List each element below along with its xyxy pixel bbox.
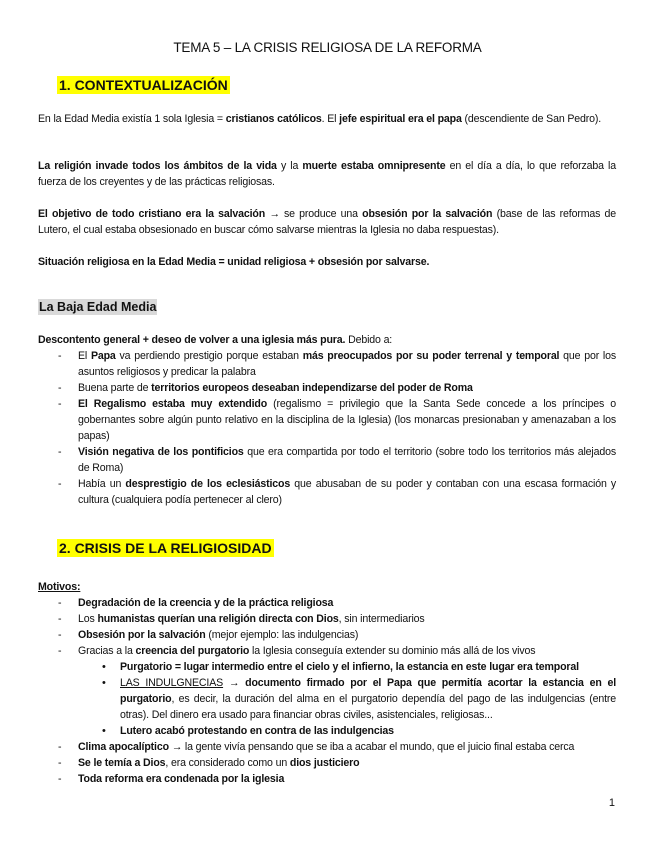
section-heading-2	[57, 540, 274, 556]
section-heading-1-text: 1. CONTEXTUALIZACIÓN	[59, 77, 228, 93]
list-item: - Buena parte de territorios europeos deseaban independizarse del poder de Roma	[38, 380, 616, 396]
list-item: - Toda reforma era condenada por la iglesia	[38, 771, 616, 787]
page-title: TEMA 5 – LA CRISIS RELIGIOSA DE LA REFORMA	[173, 40, 482, 55]
list-item: - Gracias a la creencia del purgatorio la Iglesia conseguía extender su dominio más allá de los vivos • Purgatorio = lugar intermedio entre el cielo y el infierno, la estancia en este lugar era temporal • LAS INDULGNECIAS → documento firmado por el Papa que permitía acortar la estancia en el purgatorio, es decir, la duración del alma en el purgatorio dependía del pago de las indulgencias (entre otras). Del dinero era usado para financiar obras civiles, asistenciales, religiosas... • Lutero acabó protestando en contra de las indulgencias	[38, 643, 616, 739]
sublist-item: • Purgatorio = lugar intermedio entre el cielo y el infierno, la estancia en este lugar era temporal	[78, 659, 616, 675]
list-item: - Había un desprestigio de los eclesiásticos que abusaban de su poder y contaban con una escasa formación y cultura (cualquiera podía pertenecer al clero)	[38, 476, 616, 508]
list-item: - Degradación de la creencia y de la práctica religiosa	[38, 595, 616, 611]
section-heading-1	[57, 77, 230, 93]
paragraph-4: Situación religiosa en la Edad Media = unidad religiosa + obsesión por salvarse.	[38, 256, 430, 268]
list-item: - Visión negativa de los pontificios que era compartida por todo el territorio (sobre todo los territorios más alejados de Roma)	[38, 444, 616, 476]
list-item: - Los humanistas querían una religión directa con Dios, sin intermediarios	[38, 611, 616, 627]
paragraph-5: Descontento general + deseo de volver a una iglesia más pura. Debido a:	[38, 334, 393, 346]
sublist-item: • LAS INDULGNECIAS → documento firmado por el Papa que permitía acortar la estancia en el purgatorio, es decir, la duración del alma en el purgatorio dependía del pago de las indulgencias (entre otras). Del dinero era usado para financiar obras civiles, asistenciales, religiosas...	[78, 675, 616, 723]
motivos-list	[38, 595, 616, 787]
subheading-baja-edad-media: La Baja Edad Media	[39, 300, 157, 314]
list-item: - Se le temía a Dios, era considerado como un dios justiciero	[38, 755, 616, 771]
list-item: - Obsesión por la salvación (mejor ejemplo: las indulgencias)	[38, 627, 616, 643]
list-item: - El Papa va perdiendo prestigio porque estaban más preocupados por su poder terrenal y temporal que por los asuntos religiosos y predicar la palabra	[38, 348, 616, 380]
sublist-item: • Lutero acabó protestando en contra de las indulgencias	[78, 723, 616, 739]
purgatorio-sublist	[78, 659, 616, 739]
causes-list	[38, 348, 616, 508]
motivos-label: Motivos:	[38, 581, 81, 593]
paragraph-3: El objetivo de todo cristiano era la salvación → se produce una obsesión por la salvación (base de las reformas de Lutero, el cual estaba obsesionado en buscar cómo salvarse mientras la Iglesia no daba respuestas).	[38, 208, 617, 236]
list-item: - El Regalismo estaba muy extendido (regalismo = privilegio que la Santa Sede concede a los príncipes o gobernantes sobre algún punto relativo en la disciplina de la Iglesia) (los monarcas presionaban y amenazaban a los papas)	[38, 396, 616, 444]
page-number: 1	[608, 797, 615, 809]
section-heading-2-text: 2. CRISIS DE LA RELIGIOSIDAD	[59, 540, 272, 556]
list-item: - Clima apocalíptico → la gente vivía pensando que se iba a acabar el mundo, que el juicio final estaba cerca	[38, 739, 616, 755]
paragraph-2: La religión invade todos los ámbitos de la vida y la muerte estaba omnipresente en el día a día, lo que reforzaba la fuerza de los creyentes y de las prácticas religiosas.	[38, 160, 616, 188]
paragraph-1: En la Edad Media existía 1 sola Iglesia = cristianos católicos. El jefe espiritual era el papa (descendiente de San Pedro).	[38, 113, 602, 125]
